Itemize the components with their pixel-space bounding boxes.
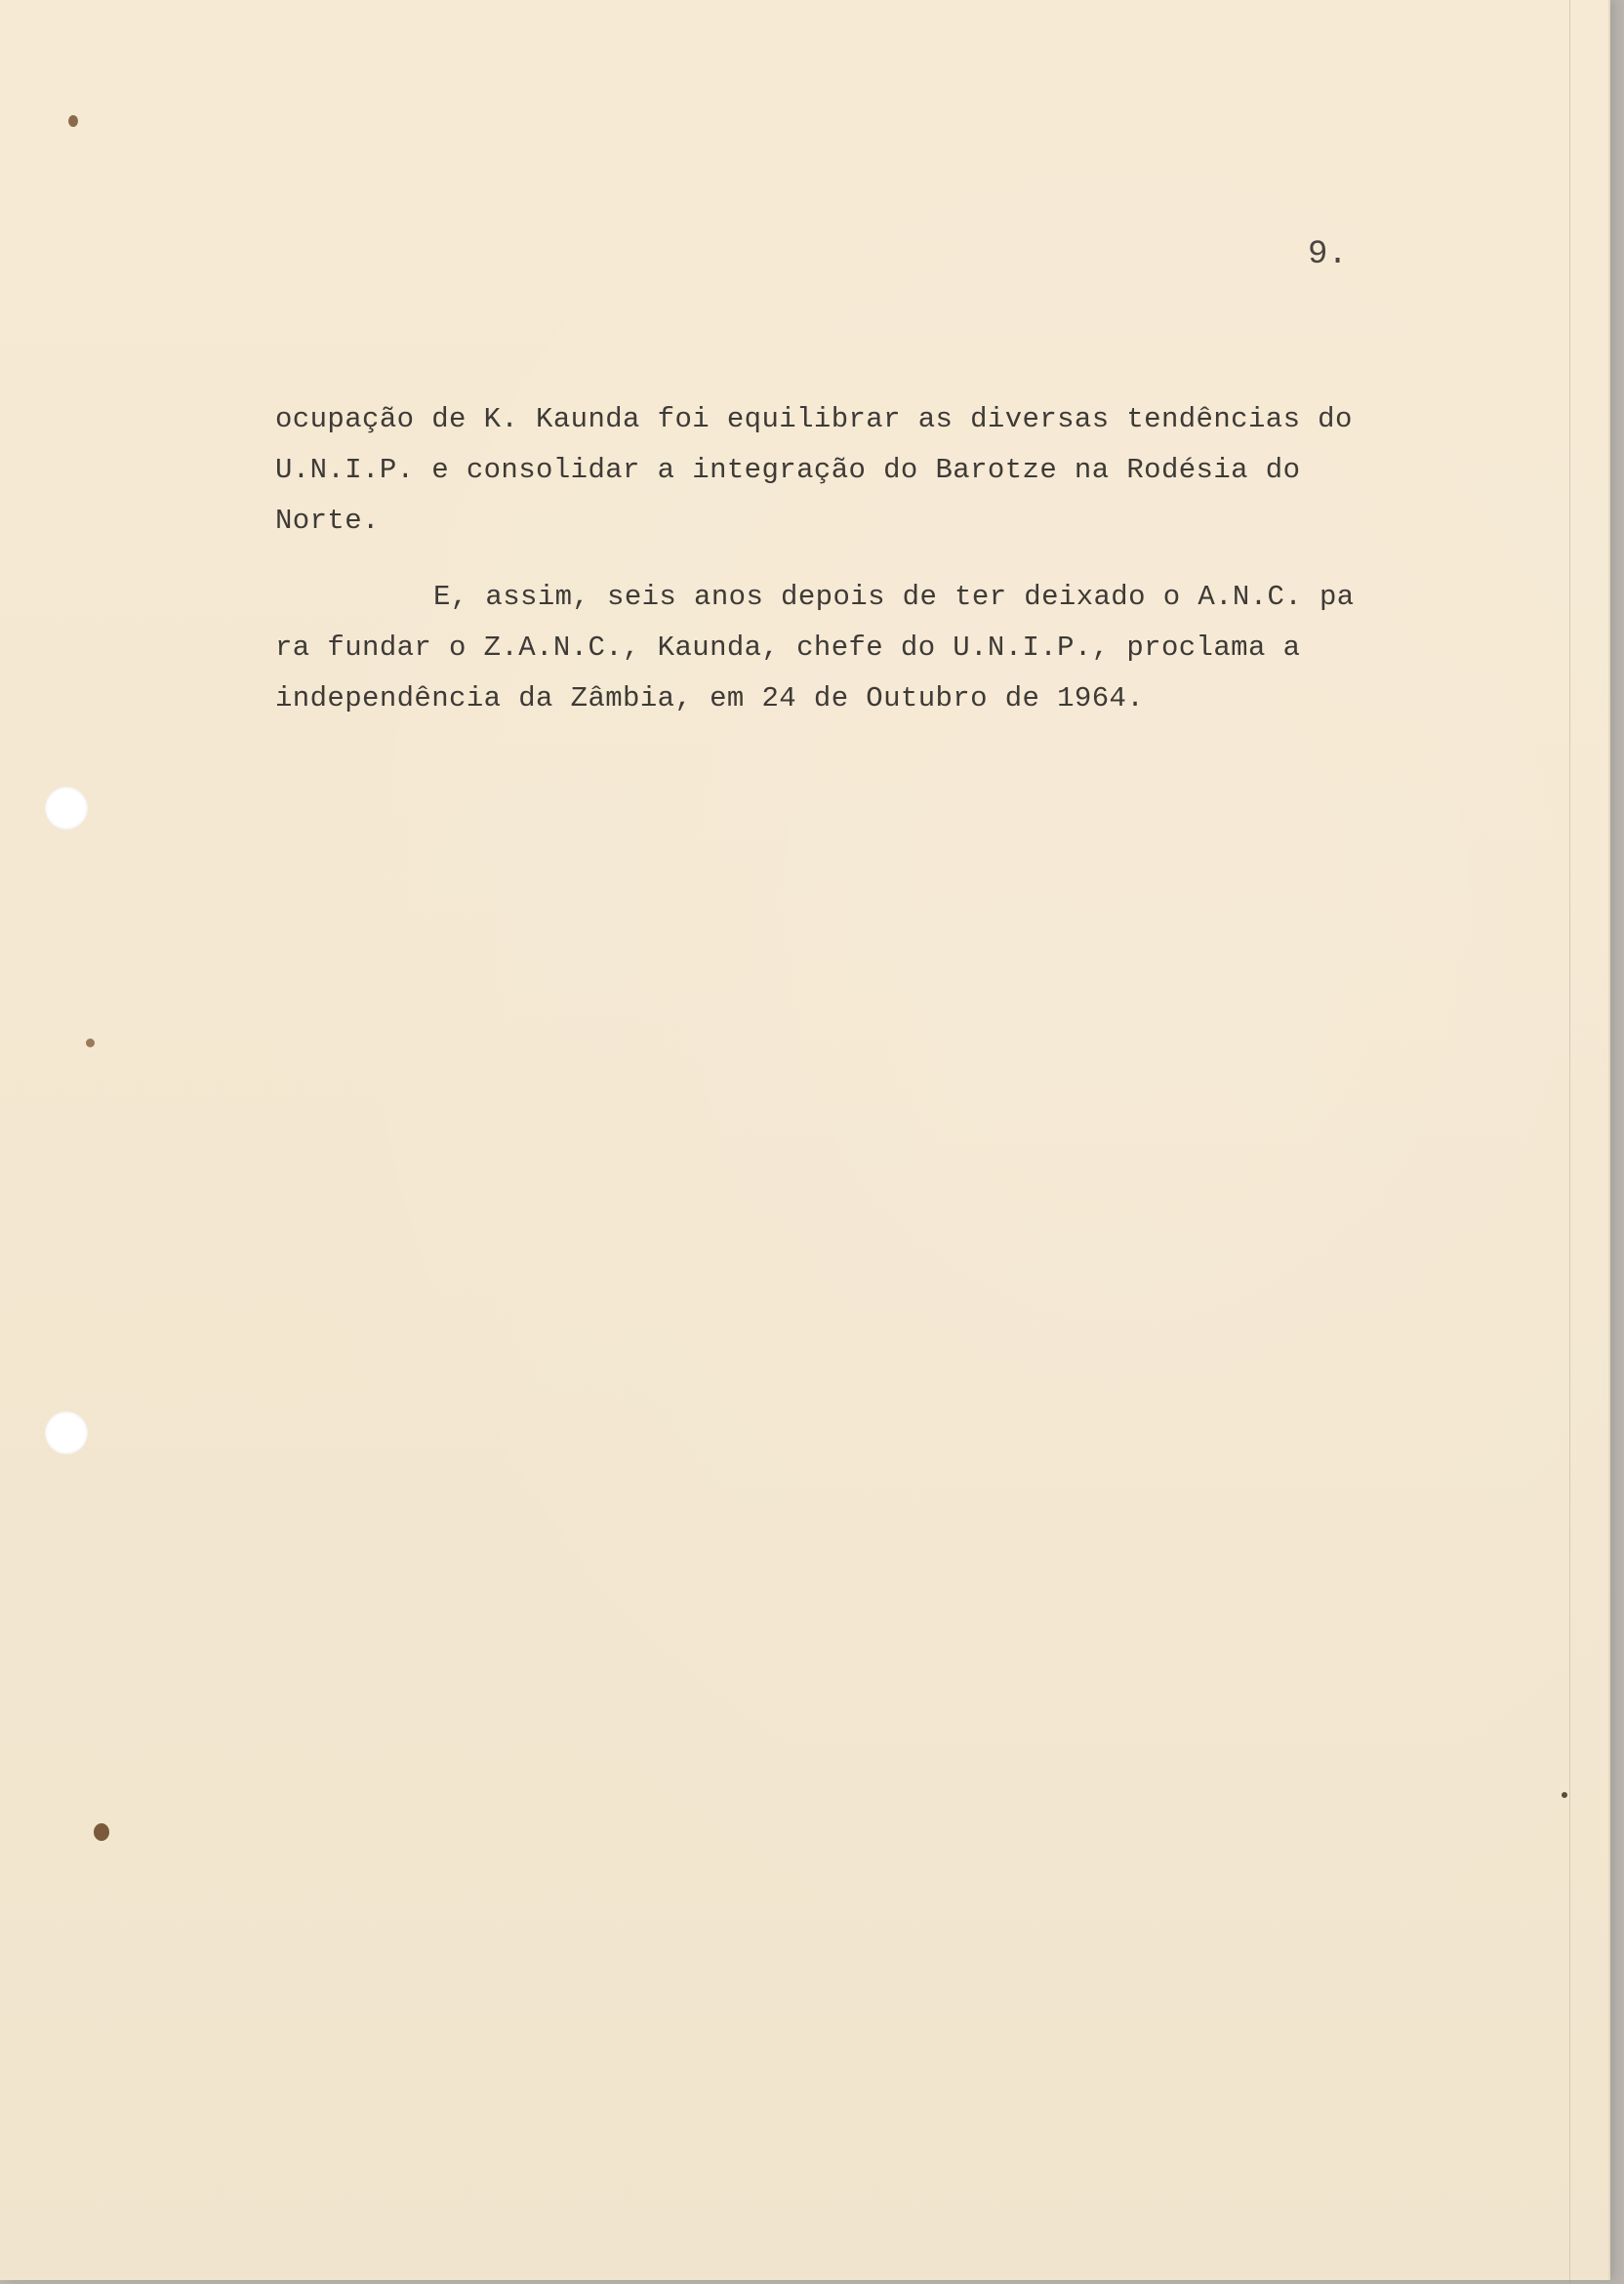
text-line: ra fundar o Z.A.N.C., Kaunda, chefe do U.N.I.P., proclama a	[275, 632, 1301, 664]
body-text	[275, 394, 1505, 724]
text-line: U.N.I.P. e consolidar a integração do Barotze na Rodésia do	[275, 454, 1301, 486]
paragraph-gap	[275, 547, 1505, 572]
paragraph	[275, 394, 1505, 547]
text-line: E, assim, seis anos depois de ter deixado o A.N.C. pa	[433, 581, 1355, 613]
punch-hole-top	[45, 787, 88, 830]
text-line: ocupação de K. Kaunda foi equilibrar as diversas tendências do	[275, 403, 1353, 435]
page-number: 9.	[1308, 236, 1348, 273]
stain-mark	[94, 1823, 109, 1841]
stain-mark	[68, 115, 78, 127]
text-line: independência da Zâmbia, em 24 de Outubro de 1964.	[275, 682, 1145, 714]
text-line: Norte.	[275, 505, 380, 537]
stain-mark	[86, 1039, 95, 1047]
page-edge	[1569, 0, 1570, 2284]
punch-hole-bottom	[45, 1411, 88, 1454]
stain-mark	[1562, 1792, 1567, 1798]
paragraph	[275, 572, 1505, 724]
